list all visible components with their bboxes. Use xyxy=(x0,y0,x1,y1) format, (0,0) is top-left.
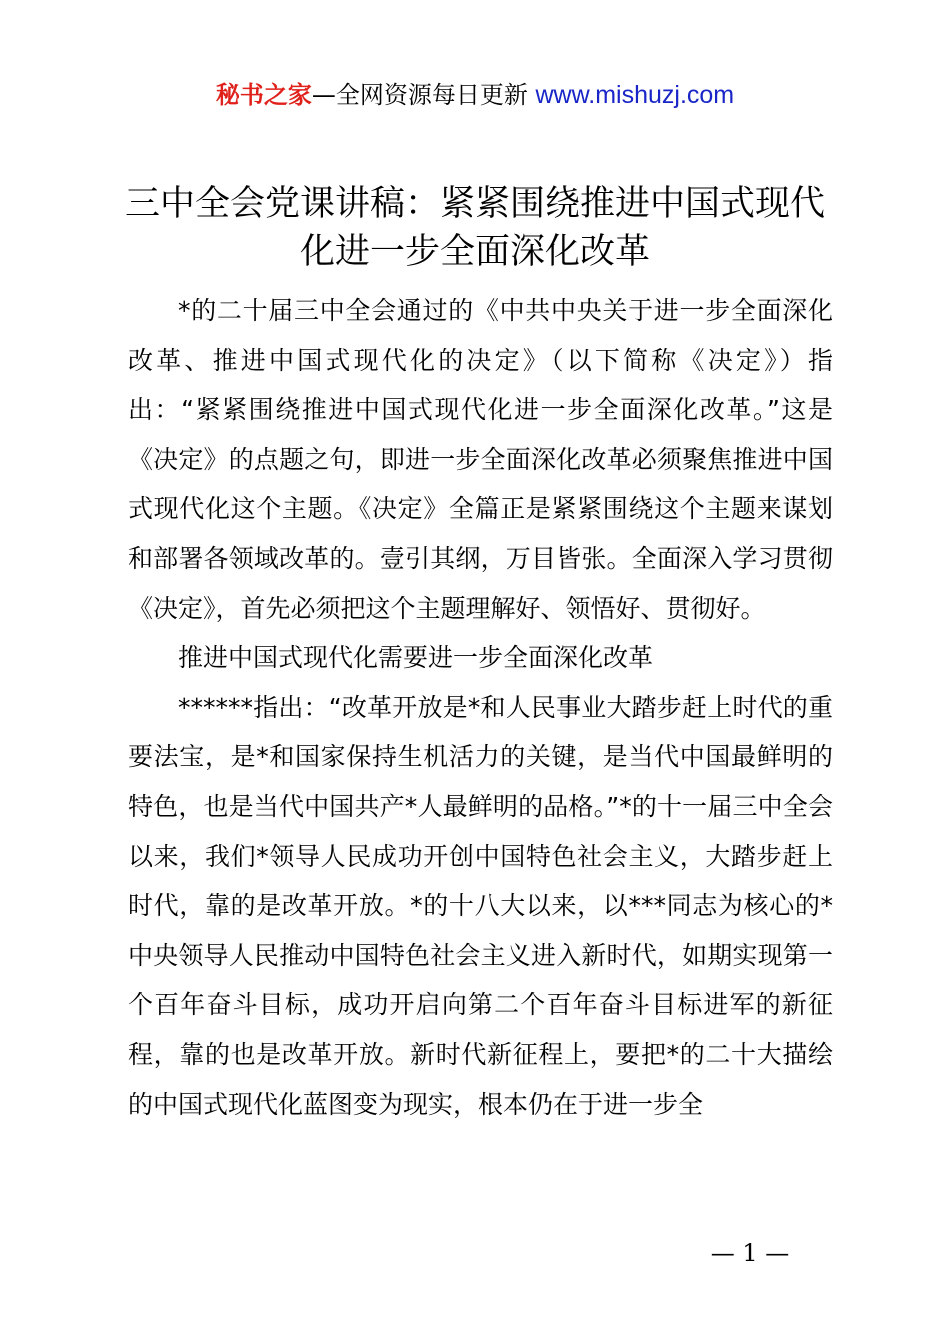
site-header xyxy=(0,78,950,112)
body-paragraph: *的二十届三中全会通过的《中共中央关于进一步全面深化改革、推进中国式现代化的决定》（以下简称《决定》）指出：“紧紧围绕推进中国式现代化进一步全面深化改革。”这是《决定》的点题之句，即进一步全面深化改革必须聚焦推进中国式现代化这个主题。《决定》全篇正是紧紧围绕这个主题来谋划和部署各领域改革的。壹引其纲，万目皆张。全面深入学习贯彻《决定》，首先必须把这个主题理解好、领悟好、贯彻好。 xyxy=(128,296,833,623)
document-body xyxy=(128,286,833,1129)
body-paragraph: ******指出：“改革开放是*和人民事业大踏步赶上时代的重要法宝，是*和国家保持生机活力的关键，是当代中国最鲜明的特色，也是当代中国共产*人最鲜明的品格。”*的十一届三中全会以来，我们*领导人民成功开创中国特色社会主义，大踏步赶上时代，靠的是改革开放。*的十八大以来，以***同志为核心的*中央领导人民推动中国特色社会主义进入新时代，如期实现第一个百年奋斗目标，成功开启向第二个百年奋斗目标进军的新征程，靠的也是改革开放。新时代新征程上，要把*的二十大描绘的中国式现代化蓝图变为现实，根本仍在于进一步全 xyxy=(128,692,833,1119)
site-tagline: —全网资源每日更新 xyxy=(311,81,528,109)
page-number: — 1 — xyxy=(710,1239,790,1267)
document-title: 三中全会党课讲稿：紧紧围绕推进中国式现代化进一步全面深化改革 xyxy=(124,184,825,272)
section-heading: 推进中国式现代化需要进一步全面深化改革 xyxy=(178,643,654,673)
site-brand: 秘书之家 xyxy=(215,81,312,109)
site-url-link[interactable]: www.mishuzj.com xyxy=(535,81,735,109)
